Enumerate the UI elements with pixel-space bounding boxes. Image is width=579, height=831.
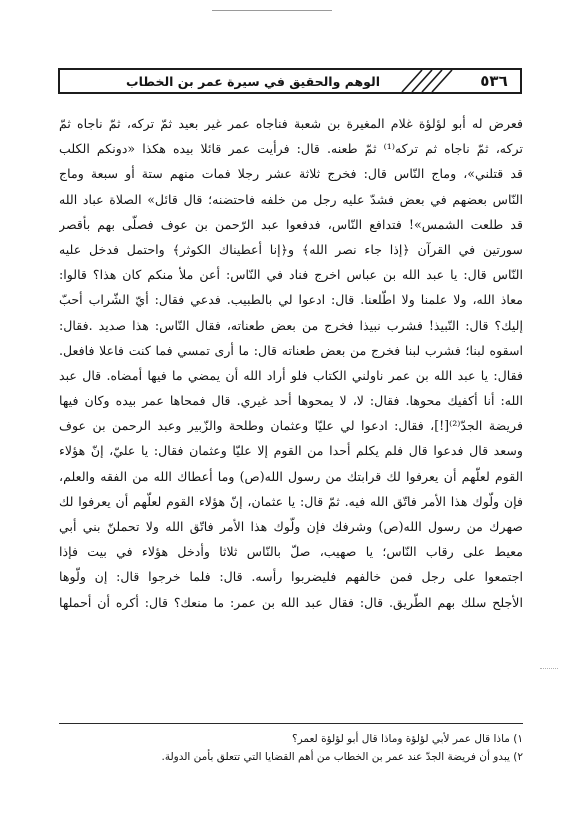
text-line: النّاس بعضهم في بعض فشدّ عليه رجل من خلفه فاحتضنه؛ قال قائل» الصلاة عباد الله <box>59 191 523 207</box>
text-line: تركه، ثمّ ناجاه ثم تركه⁽¹⁾ ثمّ طعنه. قال: فرأيت عمر قائلا بيده هكذا «دونكم الكلب <box>59 141 523 157</box>
top-rule <box>212 10 332 11</box>
footnote-1: ١) ماذا قال عمر لأبي لؤلؤة وماذا قال أبو لؤلؤة لعمر؟ <box>292 733 523 745</box>
text-line: الأجلح سلك بهم الطّريق. قال: فقال عبد الله بن عمر: ما منعك؟ قال: أكره أن أحملها <box>59 594 523 610</box>
text-line: فقال: يا عبد الله بن عمر ناولني الكتاب فلو أراد الله أن يمضي ما فيها أمضاه. قال عبد <box>59 367 523 383</box>
text-line: اسقوه لبنا؛ فشرب لبنا فخرج من بعض طعناته قال: ما أرى تمسي فما كنت فاعلا فافعل. <box>59 342 523 358</box>
text-line: معيط على رقاب النّاس؛ يا صهيب، صلّ بالنّاس ثلاثا وأدخل هؤلاء في بيت فإذا <box>59 544 523 560</box>
text-line: وسعد قال فدعوا قال فلم يكلم أحدا من القوم إلا عليّا وعثمان فقال: يا عليّ، إنّ هؤلاء <box>59 443 523 459</box>
text-line: القوم لعلّهم أن يعرفوا لك قرابتك من رسول الله(ص) وما أعطاك الله من الفقه والعلم، <box>59 468 523 484</box>
margin-mark <box>540 668 558 669</box>
text-line: معاذ الله، ولا علمنا ولا اطّلعنا. قال: ادعوا لي بالطبيب. فدعي فقال: أيّ الشّراب أحبّ <box>59 292 523 308</box>
text-line: إليك؟ قال: النّبيذ! فشرب نبيذا فخرج من بعض طعناته، فقال النّاس: هذا صديد .فقال: <box>59 317 523 333</box>
footnote-divider <box>59 723 523 724</box>
book-title: الوهم والحقيق في سيرة عمر بن الخطاب <box>126 73 380 89</box>
main-text <box>59 111 523 615</box>
page-number: ٥٣٦ <box>480 72 508 90</box>
footnote-2: ٢) يبدو أن فريضة الجدّ عند عمر بن الخطاب من أهم القضايا التي تتعلق بأمن الدولة. <box>161 751 523 763</box>
text-line: النّاس قال: يا عبد الله بن عباس اخرج فناد في النّاس: أعن ملأ منكم كان هذا؟ قالوا: <box>59 267 523 283</box>
header-slash-ornament <box>388 70 468 92</box>
text-line: فإن ولّوك هذا الأمر فاتّق الله فيه. ثمّ قال: يا عثمان، إنّ هؤلاء القوم لعلّهم أن يعرفوا لك <box>59 493 523 509</box>
text-line: قد طلعت الشمس»! فتدافع النّاس، فدفعوا عبد الرّحمن بن عوف فصلّى بهم بأقصر <box>59 216 523 232</box>
running-header <box>58 68 522 94</box>
text-line: اجتمعوا على رجل فمن خالفهم فليضربوا رأسه. قال: فلما خرجوا قال: إن ولّوها <box>59 569 523 585</box>
text-line: قد قتلني»، وماج النّاس قال: فخرج ثلاثة عشر رجلا فمات منهم ستة أو سبعة وماج <box>59 166 523 182</box>
text-line: الله: أنا أكفيك محوها. فقال: لا، لا يمحوها أحد غيري. قال فمحاها عمر بيده وكان فيها <box>59 393 523 409</box>
text-line: سورتين في القرآن ﴿إذا جاء نصر الله﴾ و﴿إنا أعطيناك الكوثر﴾ واحتمل فدخل عليه <box>59 241 523 257</box>
text-line: فعرض له أبو لؤلؤة غلام المغيرة بن شعبة فناجاه عمر غير بعيد ثمّ تركه، ثمّ ناجاه ثمّ <box>59 116 523 131</box>
text-line: فريضة الجدّ⁽²⁾[!]، فقال: ادعوا لي عليّا وعثمان وطلحة والزّبير وعبد الرحمن بن عوف <box>59 418 523 434</box>
footnotes <box>59 730 523 766</box>
text-line: صهرك من رسول الله(ص) وشرفك فإن ولّوك هذا الأمر فاتّق الله ولا تحملنّ بني أبي <box>59 519 523 534</box>
